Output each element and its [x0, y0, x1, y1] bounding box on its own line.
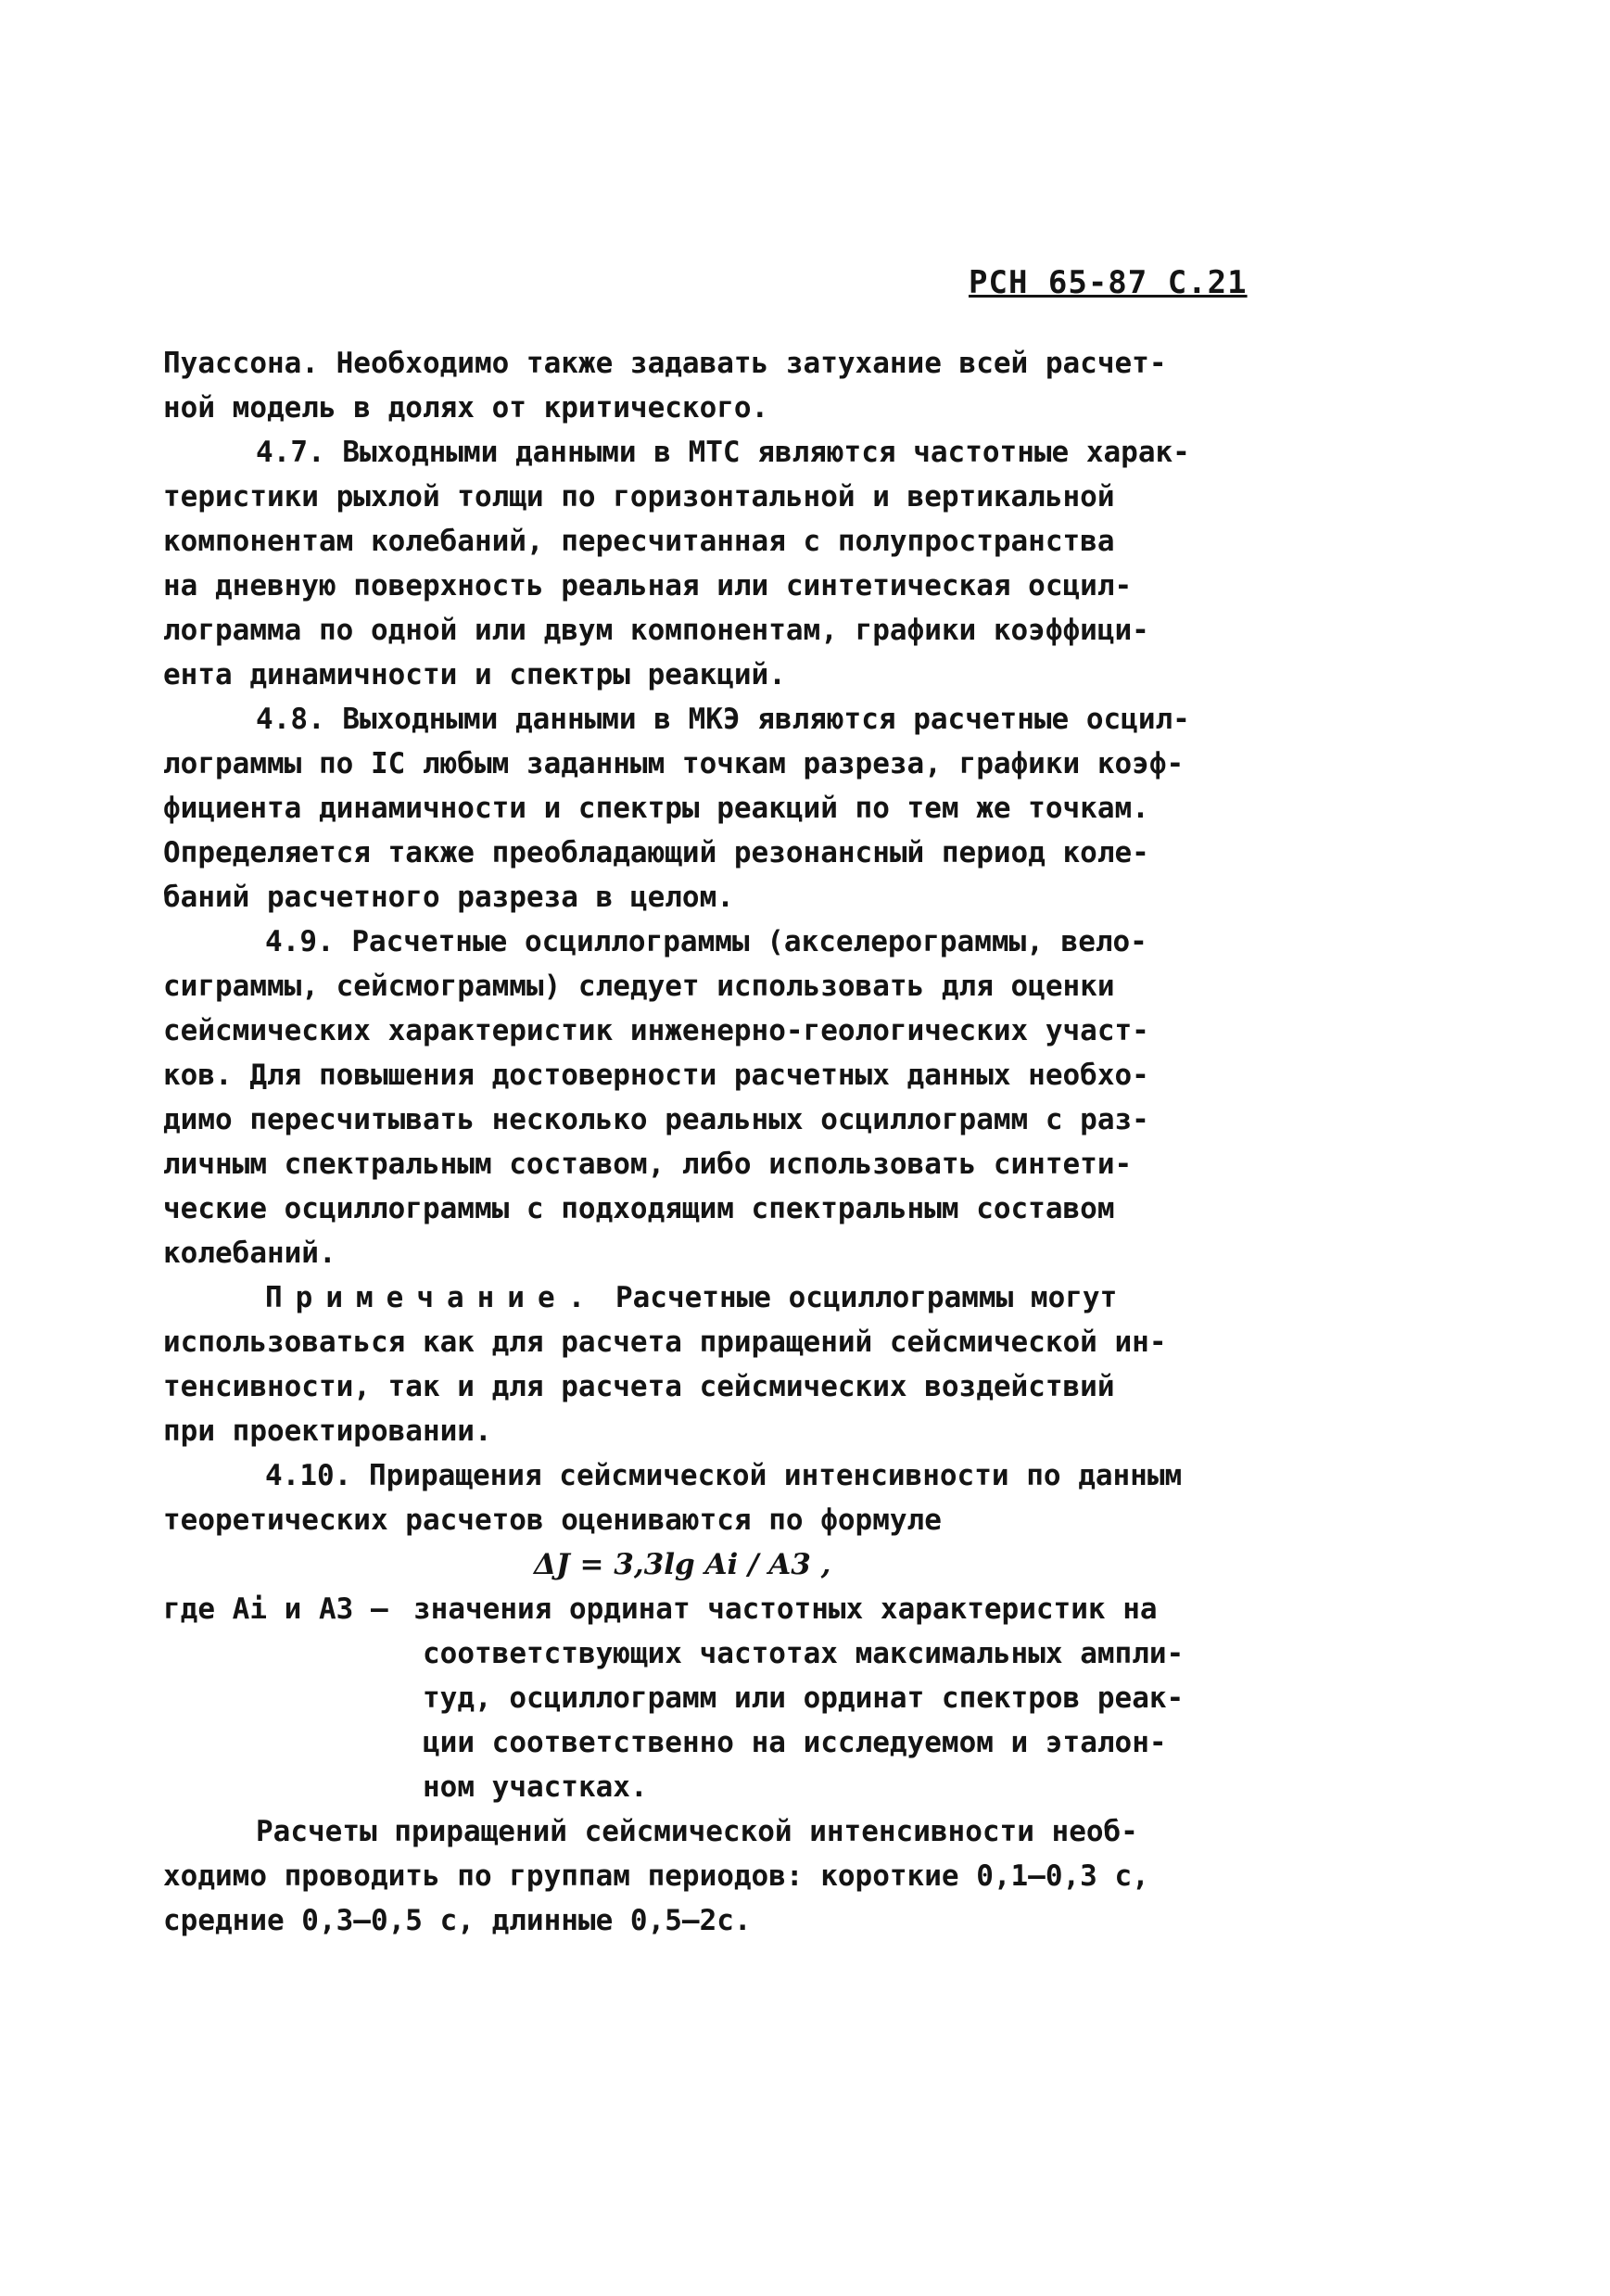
text-line: средние 0,3–0,5 с, длинные 0,5–2с. [163, 1904, 752, 1937]
text-line: колебаний. [163, 1237, 336, 1270]
text-line: димо пересчитывать несколько реальных осциллограмм с раз- [163, 1103, 1149, 1136]
text-line: соответствующих частотах максимальных ампли- [423, 1637, 1185, 1670]
where-label: где Ai и A3 – [163, 1592, 388, 1626]
paragraph-4-8 [163, 697, 1275, 920]
text-line: ной модель в долях от критического. [163, 391, 769, 425]
page-header: РСН 65-87 С.21 [969, 264, 1248, 301]
text-line: фициента динамичности и спектры реакций по тем же точкам. [163, 792, 1149, 825]
text-line: 4.7. Выходными данными в МТС являются частотные харак- [256, 436, 1190, 469]
text-line: ков. Для повышения достоверности расчетных данных необхо- [163, 1059, 1149, 1092]
text-line: лограмма по одной или двум компонентам, графики коэффици- [163, 614, 1149, 647]
paragraph-final [163, 1809, 1275, 1943]
text-line: ции соответственно на исследуемом и эталон- [423, 1726, 1167, 1759]
note-label: Примечание. [265, 1281, 599, 1314]
text-line: Определяется также преобладающий резонансный период коле- [163, 836, 1149, 869]
text-line: теристики рыхлой толщи по горизонтальной и вертикальной [163, 480, 1115, 514]
text-line: ходимо проводить по группам периодов: короткие 0,1–0,3 с, [163, 1859, 1149, 1893]
text-line: ента динамичности и спектры реакций. [163, 658, 786, 691]
note-first-line [163, 1275, 1275, 1320]
paragraph-intro [163, 341, 1275, 430]
note-text: Расчетные осциллограммы могут [615, 1281, 1118, 1314]
text-line: Расчеты приращений сейсмической интенсивности необ- [256, 1815, 1138, 1848]
text-line: баний расчетного разреза в целом. [163, 881, 734, 914]
text-line: при проектировании. [163, 1414, 492, 1448]
text-line: ном участках. [423, 1770, 648, 1804]
text-line: 4.8. Выходными данными в МКЭ являются расчетные осцил- [256, 703, 1190, 736]
paragraph-4-7 [163, 430, 1275, 697]
paragraph-4-10 [163, 1453, 1275, 1809]
formula: ΔJ = 3,3lg Ai / A3 , [534, 1548, 831, 1581]
text-line: тенсивности, так и для расчета сейсмических воздействий [163, 1370, 1115, 1403]
paragraph-4-9 [163, 920, 1275, 1275]
text-line: Пуассона. Необходимо также задавать затухание всей расчет- [163, 347, 1167, 380]
text-line: лограммы по IС любым заданным точкам разреза, графики коэф- [163, 747, 1185, 780]
document-body [163, 341, 1275, 1943]
where-first-line [163, 1587, 1275, 1631]
note-block [163, 1275, 1275, 1453]
text-line: теоретических расчетов оцениваются по формуле [163, 1503, 942, 1537]
text-line: сиграммы, сейсмограммы) следует использовать для оценки [163, 970, 1115, 1003]
text-line: использоваться как для расчета приращений сейсмической ин- [163, 1326, 1167, 1359]
text-line: туд, осциллограмм или ординат спектров реак- [423, 1681, 1185, 1715]
text-line: ческие осциллограммы с подходящим спектральным составом [163, 1192, 1115, 1225]
text-line: компонентам колебаний, пересчитанная с полупространства [163, 525, 1115, 558]
text-line: сейсмических характеристик инженерно-геологических участ- [163, 1014, 1149, 1047]
text-line: 4.9. Расчетные осциллограммы (акселерограммы, вело- [265, 925, 1147, 958]
text-line: личным спектральным составом, либо использовать синтети- [163, 1148, 1133, 1181]
text-line: на дневную поверхность реальная или синтетическая осцил- [163, 569, 1133, 603]
where-definition: значения ординат частотных характеристик на [413, 1592, 1158, 1626]
text-line: 4.10. Приращения сейсмической интенсивности по данным [265, 1459, 1183, 1492]
